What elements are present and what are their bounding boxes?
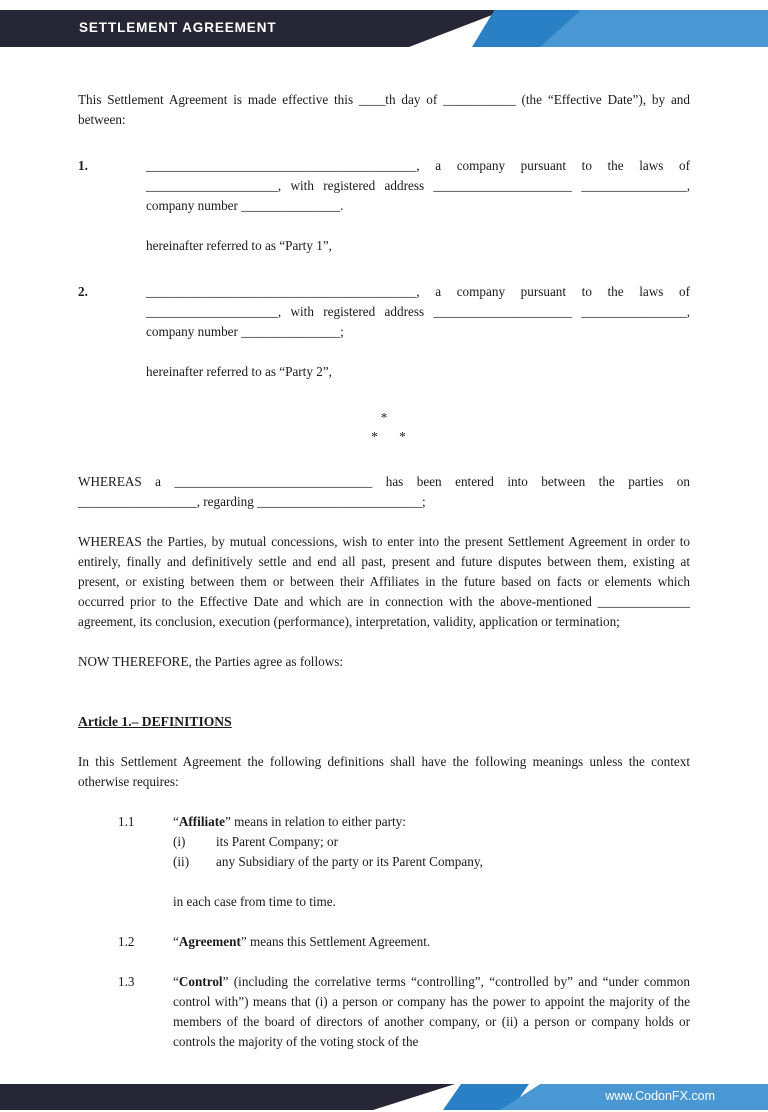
definition-number: 1.2 bbox=[118, 934, 135, 949]
definition-subitem bbox=[173, 832, 690, 852]
party-block-2 bbox=[78, 282, 690, 342]
party-block-1 bbox=[78, 156, 690, 216]
party-hereinafter-2: hereinafter referred to as “Party 2”, bbox=[146, 364, 332, 379]
spacer bbox=[78, 792, 690, 812]
spacer bbox=[78, 512, 690, 532]
party-body-1: _________________________________________, a company pursuant to the laws of ____________________, with registered address _____________________ ________________, company number _______________. bbox=[146, 158, 690, 213]
definition-subitem bbox=[173, 852, 690, 872]
spacer bbox=[78, 872, 690, 892]
spacer bbox=[78, 446, 690, 472]
definition-item-1-3 bbox=[118, 972, 690, 1052]
party-hereinafter-1: hereinafter referred to as “Party 1”, bbox=[146, 238, 332, 253]
whereas-paragraph-2: WHEREAS the Parties, by mutual concessions, wish to enter into the present Settlement Agreement in order to entirely, finally and definitively settle and end all past, present and future disputes between them, existing at present, or existing between them or between their Affiliates in the future based on facts or elements which occurred prior to the Effective Date and which are in connection with the above-mentioned ______________ agreement, its conclusion, execution (performance), interpretation, validity, application or termination; bbox=[78, 534, 690, 629]
definition-rest: (including the correlative terms “controlling”, “controlled by” and “under common control with”) means that (i) a person or company has the power to appoint the majority of the members of the board of directors of another company, or (ii) a person or company holds or controls the majority of the voting stock of the bbox=[173, 974, 690, 1049]
subitem-marker: (ii) bbox=[173, 854, 190, 869]
definition-number: 1.1 bbox=[118, 814, 135, 829]
quote-open: “ bbox=[173, 934, 179, 949]
definition-item-1-2 bbox=[118, 932, 690, 952]
quote-close: ” bbox=[222, 974, 229, 989]
document-body bbox=[78, 90, 690, 1052]
definition-body bbox=[173, 972, 690, 1052]
definitions-intro: In this Settlement Agreement the following definitions shall have the following meanings unless the context otherwise requires: bbox=[78, 754, 690, 789]
article-1-heading: Article 1.– DEFINITIONS bbox=[78, 714, 232, 729]
party-number-1: 1. bbox=[78, 158, 88, 173]
spacer bbox=[78, 256, 690, 282]
footer-website-url: www.CodonFX.com bbox=[605, 1089, 715, 1103]
footer-dark-shape bbox=[0, 1084, 455, 1110]
spacer bbox=[78, 732, 690, 752]
definition-rest: means in relation to either party: bbox=[230, 814, 406, 829]
now-therefore-paragraph: NOW THEREFORE, the Parties agree as follows: bbox=[78, 654, 344, 669]
party-number-2: 2. bbox=[78, 284, 88, 299]
spacer bbox=[78, 912, 690, 932]
party-body-2: _________________________________________, a company pursuant to the laws of ____________________, with registered address _____________________ ________________, company number _______________; bbox=[146, 284, 690, 339]
intro-paragraph: This Settlement Agreement is made effective this ____th day of ___________ (the “Effective Date”), by and between: bbox=[78, 92, 690, 127]
asterisk-separator-row-2: * * bbox=[371, 429, 415, 444]
spacer bbox=[78, 342, 690, 362]
page-footer-banner bbox=[0, 1062, 768, 1112]
definition-term: Agreement bbox=[178, 934, 241, 949]
whereas-paragraph-1: WHEREAS a ______________________________ has been entered into between the parties on __________________, regarding _________________________; bbox=[78, 474, 690, 509]
spacer bbox=[78, 130, 690, 156]
subitem-marker: (i) bbox=[173, 834, 186, 849]
quote-open: “ bbox=[173, 814, 179, 829]
definition-body bbox=[173, 812, 690, 872]
quote-close: ” bbox=[240, 934, 247, 949]
spacer bbox=[78, 672, 690, 712]
subitem-text: any Subsidiary of the party or its Parent Company, bbox=[216, 854, 483, 869]
spacer bbox=[78, 632, 690, 652]
spacer bbox=[78, 216, 690, 236]
subitem-text: its Parent Company; or bbox=[216, 834, 338, 849]
asterisk-separator-row-1: * bbox=[380, 410, 388, 425]
definition-term: Affiliate bbox=[178, 814, 225, 829]
quote-close: ” bbox=[225, 814, 231, 829]
spacer bbox=[78, 952, 690, 972]
definition-rest: means this Settlement Agreement. bbox=[246, 934, 431, 949]
quote-open: “ bbox=[173, 974, 179, 989]
document-title: SETTLEMENT AGREEMENT bbox=[79, 20, 277, 35]
definition-body bbox=[173, 932, 690, 952]
definition-item-1-1 bbox=[118, 812, 690, 872]
spacer bbox=[78, 382, 690, 408]
definition-1-1-trailing: in each case from time to time. bbox=[173, 894, 336, 909]
definition-number: 1.3 bbox=[118, 974, 135, 989]
definition-term: Control bbox=[178, 974, 223, 989]
page-header-banner bbox=[0, 0, 768, 58]
